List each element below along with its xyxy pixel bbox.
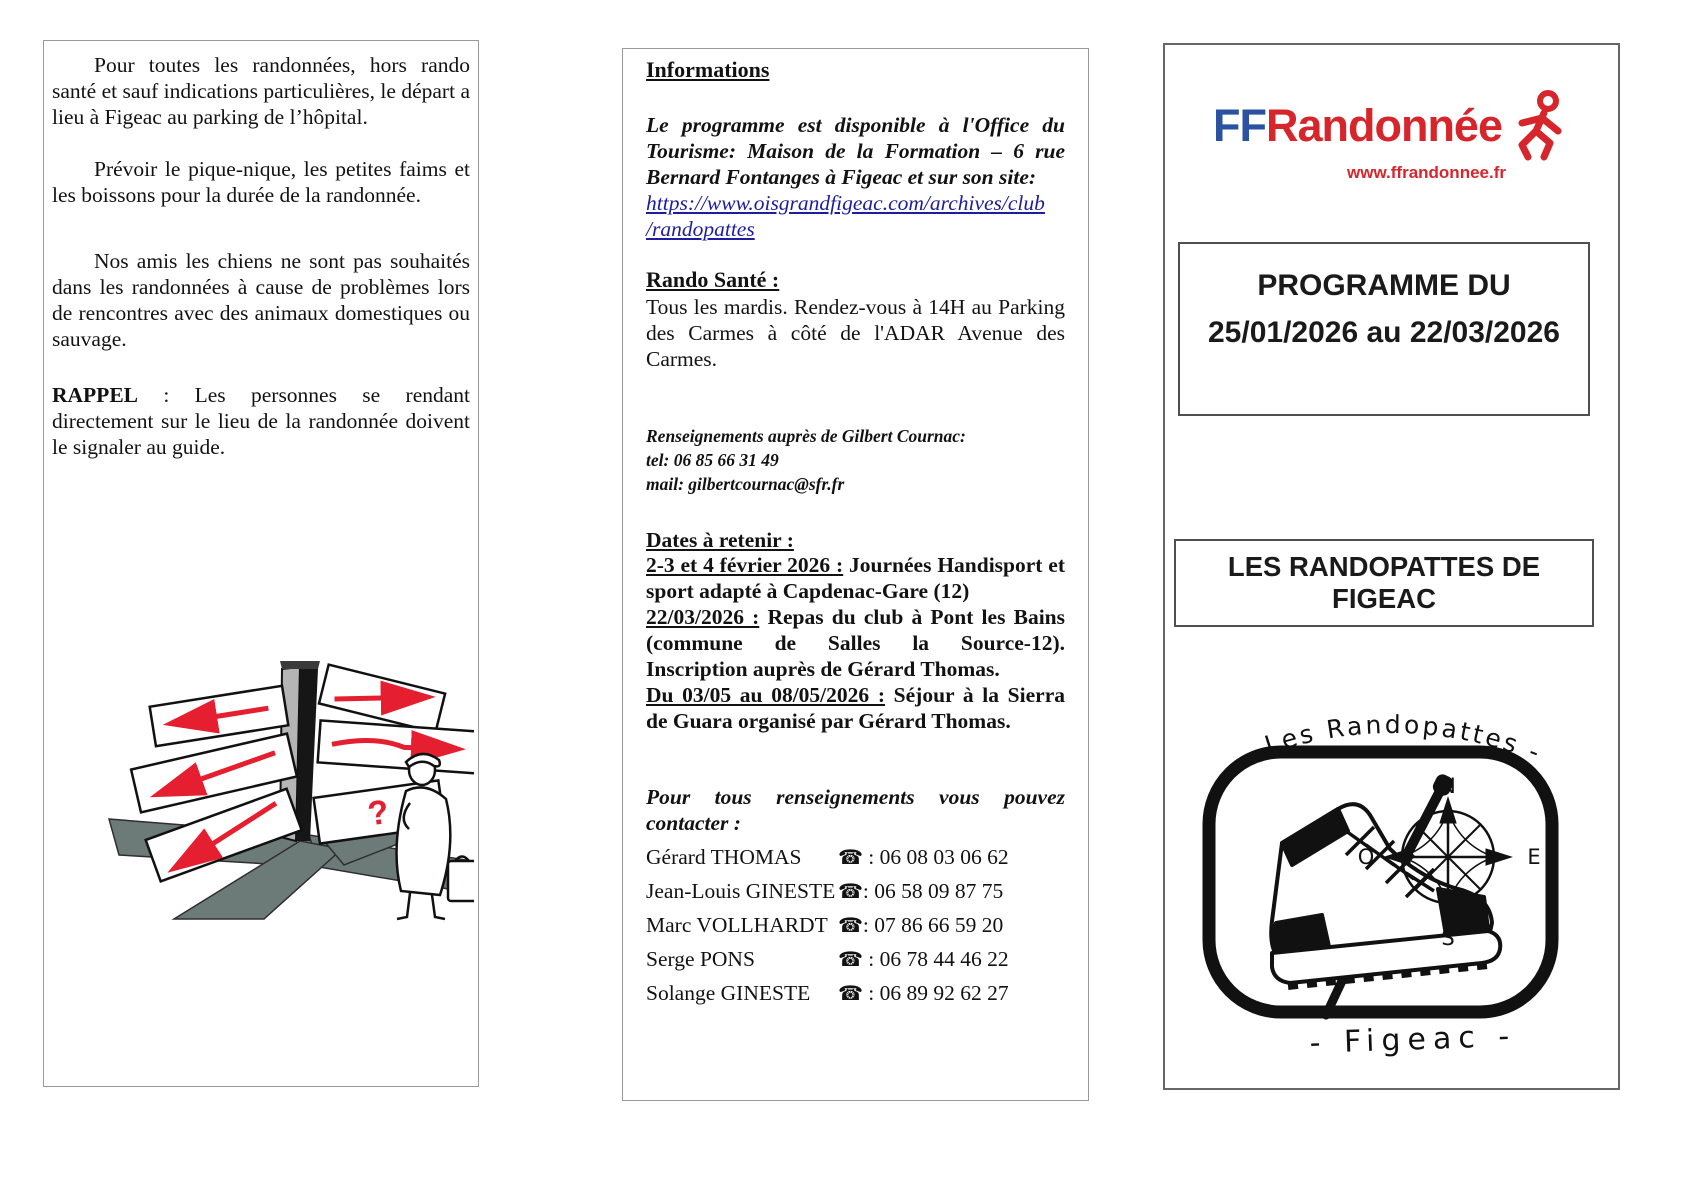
contact-name: Gérard THOMAS — [646, 845, 802, 869]
website-link-line1[interactable]: https://www.oisgrandfigeac.com/archives/club — [646, 191, 1045, 215]
informations-heading: Informations — [646, 57, 770, 82]
phone-icon: ☎ — [838, 845, 863, 869]
contact-row — [646, 946, 1065, 972]
phone-icon: ☎ — [838, 913, 863, 937]
logo-url: www.ffrandonnee.fr — [1347, 163, 1506, 182]
date-label: 22/03/2026 : — [646, 605, 760, 629]
question-mark: ? — [365, 792, 392, 834]
club-title-box — [1174, 539, 1594, 627]
crossroads-illustration — [104, 621, 474, 921]
rando-sante-text: Tous les mardis. Rendez-vous à 14H au Parking des Carmes à côté de l'ADAR Avenue des Carmes. — [646, 295, 1065, 371]
phone-number: : 06 89 92 62 27 — [862, 981, 1009, 1005]
phone-icon: ☎ — [838, 947, 863, 971]
contact-phone — [838, 878, 1003, 904]
phone-icon: ☎ — [838, 879, 863, 903]
contact-row — [646, 980, 1065, 1006]
contact-row — [646, 878, 1065, 904]
rappel-text: : Les personnes se rendant directement sur le lieu de la randonnée doivent le signaler au guide. — [52, 383, 470, 459]
dates-list — [646, 552, 1065, 734]
compass-e: E — [1527, 845, 1541, 869]
compass-s: S — [1441, 926, 1455, 950]
programme-box — [1178, 242, 1590, 416]
contacts-list — [646, 844, 1065, 1006]
club-title: LES RANDOPATTES DE FIGEAC — [1227, 551, 1541, 614]
renseignements-tel: tel: 06 85 66 31 49 — [646, 450, 779, 470]
middle-panel — [622, 48, 1089, 1101]
sign-board-right-2 — [318, 720, 474, 773]
compass-o: O — [1357, 845, 1375, 869]
renseignements-mail: mail: gilbertcournac@sfr.fr — [646, 474, 845, 494]
rando-sante-heading: Rando Santé : — [646, 267, 780, 292]
club-badge — [1190, 685, 1595, 1105]
contact-name: Jean-Louis GINESTE — [646, 879, 836, 903]
date-label: Du 03/05 au 08/05/2026 : — [646, 683, 885, 707]
hiker-figure — [397, 754, 474, 919]
contact-phone — [838, 844, 1009, 870]
ffrandonnee-logo — [1213, 89, 1570, 183]
programme-line1: PROGRAMME DU — [1257, 269, 1511, 302]
phone-number: : 06 78 44 46 22 — [862, 947, 1009, 971]
phone-number: : 06 08 03 06 62 — [862, 845, 1009, 869]
right-panel — [1163, 43, 1620, 1090]
date-entry — [646, 682, 1065, 734]
paragraph-rappel — [52, 382, 470, 460]
contact-intro: Pour tous renseignements vous pouvez contacter : — [646, 785, 1065, 835]
left-panel — [43, 40, 479, 1087]
website-link-line2[interactable]: /randopattes — [646, 217, 755, 241]
contact-phone — [838, 980, 1009, 1006]
contact-phone — [838, 912, 1003, 938]
date-text: Repas du club à Pont les Bains (commune de Salles la Source-12). Inscription auprès de Gérard Thomas. — [646, 605, 1065, 681]
date-text: Séjour à la Sierra de Guara organisé par Gérard Thomas. — [646, 683, 1065, 733]
date-entry — [646, 604, 1065, 682]
date-text: Journées Handisport et sport adapté à Capdenac-Gare (12) — [646, 553, 1066, 603]
contact-name: Solange GINESTE — [646, 981, 811, 1005]
renseignements-line: Renseignements auprès de Gilbert Cournac: — [646, 426, 966, 446]
dates-heading: Dates à retenir : — [646, 528, 794, 552]
programme-line2: 25/01/2026 au 22/03/2026 — [1208, 316, 1560, 349]
paragraph-chiens: Nos amis les chiens ne sont pas souhaités dans les randonnées à cause de problèmes lors de rencontres avec des animaux domestiques ou sauvage. — [52, 249, 470, 351]
contact-name: Serge PONS — [646, 947, 755, 971]
intro-paragraph: Le programme est disponible à l'Office du Tourisme: Maison de la Formation – 6 rue Bernard Fontanges à Figeac et sur son site: — [646, 113, 1065, 189]
ff-wordmark: FF — [1212, 99, 1266, 151]
contact-name: Marc VOLLHARDT — [646, 913, 828, 937]
contact-phone — [838, 946, 1009, 972]
renseignements-block — [646, 424, 1065, 496]
rappel-label: RAPPEL — [52, 383, 138, 407]
phone-number: : 06 58 09 87 75 — [862, 879, 1004, 903]
contact-row — [646, 912, 1065, 938]
date-entry — [646, 552, 1065, 604]
paragraph-pique-nique: Prévoir le pique-nique, les petites faims et les boissons pour la durée de la randonnée. — [52, 157, 470, 207]
randonnee-wordmark: Randonnée — [1265, 99, 1502, 151]
walker-icon — [1508, 89, 1570, 161]
badge-figeac-text: - Figeac - — [1309, 1018, 1517, 1061]
paragraph-depart: Pour toutes les randonnées, hors rando santé et sauf indications particulières, le départ a lieu à Figeac au parking de l’hôpital. — [52, 53, 470, 129]
boot-drawing — [1271, 804, 1500, 986]
phone-icon: ☎ — [838, 981, 863, 1005]
date-label: 2-3 et 4 février 2026 : — [646, 553, 844, 577]
contact-row — [646, 844, 1065, 870]
compass-n: N — [1440, 774, 1456, 798]
phone-number: : 07 86 66 59 20 — [862, 913, 1004, 937]
badge-arc-text: - Les Randopattes - — [1238, 709, 1547, 768]
